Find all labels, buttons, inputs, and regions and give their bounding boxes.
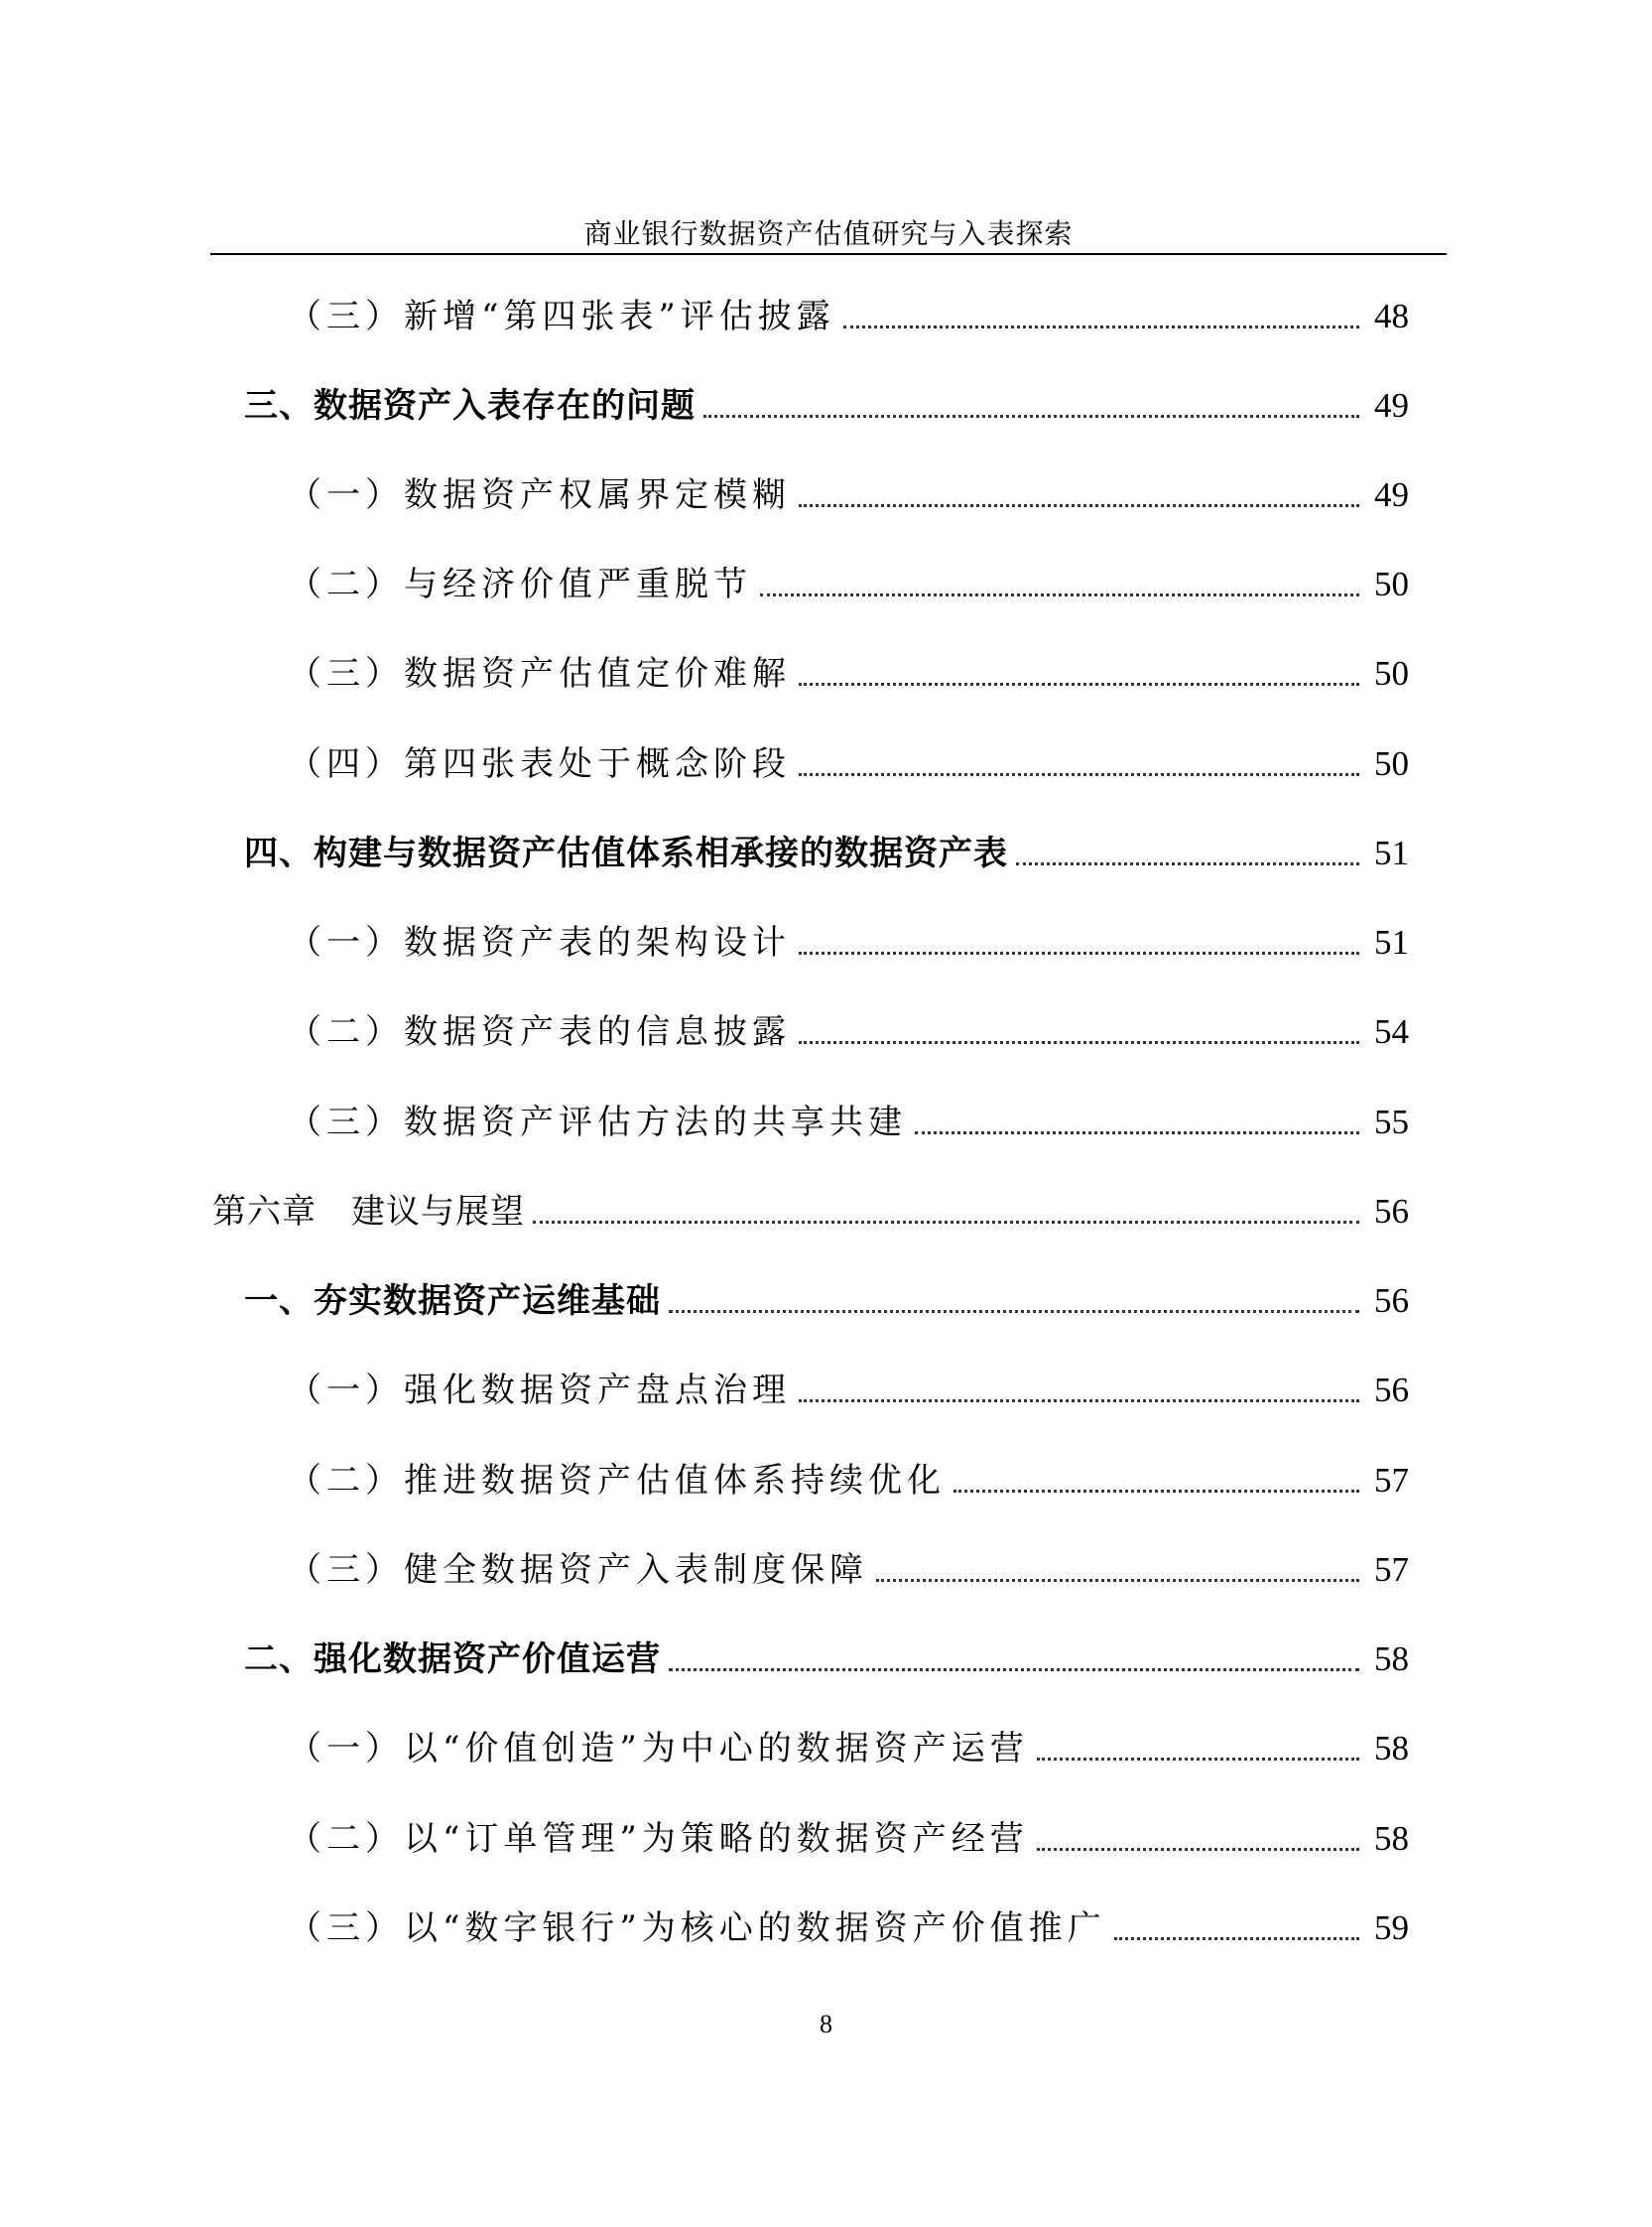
dot-leader (799, 773, 1359, 776)
toc-entry-title: （一）强化数据资产盘点治理 (288, 1371, 791, 1410)
toc-entry-page: 57 (1374, 1550, 1409, 1589)
toc-entry-page: 50 (1374, 565, 1409, 603)
toc-entry-title: （二）数据资产表的信息披露 (288, 1012, 791, 1052)
toc-entry-title: （二）与经济价值严重脱节 (288, 565, 752, 604)
dot-leader (1016, 862, 1359, 865)
toc-entry-title: （三）数据资产评估方法的共享共建 (288, 1103, 907, 1142)
toc-entry-title: （四）第四张表处于概念阶段 (288, 744, 791, 784)
dot-leader (799, 1399, 1359, 1402)
toc-entry[interactable] (288, 737, 1409, 791)
dot-leader (876, 1579, 1359, 1582)
toc-entry-page: 54 (1374, 1012, 1409, 1051)
dot-leader (760, 593, 1359, 596)
toc-entry[interactable] (288, 1364, 1409, 1417)
dot-leader (669, 1310, 1359, 1313)
toc-entry[interactable] (244, 827, 1409, 880)
toc-entry-page: 50 (1374, 744, 1409, 783)
dot-leader (799, 504, 1359, 507)
toc-entry-page: 58 (1374, 1729, 1409, 1768)
toc-entry[interactable] (288, 916, 1409, 970)
dot-leader (1037, 1848, 1359, 1851)
dot-leader (1114, 1937, 1359, 1940)
toc-entry-page: 49 (1374, 475, 1409, 514)
toc-entry[interactable] (288, 1543, 1409, 1597)
dot-leader (1037, 1758, 1359, 1761)
toc-entry[interactable] (288, 1096, 1409, 1149)
header-divider (210, 253, 1447, 255)
toc-entry[interactable] (288, 468, 1409, 522)
dot-leader (533, 1221, 1359, 1224)
dot-leader (799, 952, 1359, 955)
toc-entry[interactable] (288, 1901, 1409, 1955)
toc-entry-title: 第六章 建议与展望 (212, 1192, 525, 1232)
toc-entry-title: （三）以“数字银行”为核心的数据资产价值推广 (288, 1908, 1106, 1948)
toc-entry-title: （二）推进数据资产估值体系持续优化 (288, 1461, 946, 1501)
toc-entry-page: 58 (1374, 1639, 1409, 1678)
toc-entry-title: （二）以“订单管理”为策略的数据资产经营 (288, 1819, 1029, 1859)
toc-entry[interactable] (244, 379, 1409, 433)
toc-entry[interactable] (288, 1722, 1409, 1775)
toc-entry-page: 56 (1374, 1192, 1409, 1231)
toc-entry-title: （一）以“价值创造”为中心的数据资产运营 (288, 1729, 1029, 1768)
toc-entry-title: （一）数据资产表的架构设计 (288, 923, 791, 963)
toc-entry-page: 50 (1374, 654, 1409, 693)
toc-entry[interactable] (288, 290, 1409, 343)
toc-entry-page: 48 (1374, 297, 1409, 335)
dot-leader (915, 1131, 1359, 1134)
dot-leader (843, 326, 1359, 328)
toc-entry-page: 59 (1374, 1908, 1409, 1947)
toc-entry[interactable] (212, 1185, 1409, 1239)
toc-entry[interactable] (288, 558, 1409, 611)
toc-entry[interactable] (288, 1005, 1409, 1059)
toc-entry-page: 56 (1374, 1281, 1409, 1320)
page-number: 8 (820, 2010, 832, 2038)
toc-entry-page: 58 (1374, 1819, 1409, 1858)
toc-entry[interactable] (288, 647, 1409, 701)
dot-leader (953, 1490, 1359, 1493)
toc-entry-title: （三）健全数据资产入表制度保障 (288, 1550, 868, 1590)
dot-leader (799, 1041, 1359, 1044)
toc-entry-title: 四、构建与数据资产估值体系相承接的数据资产表 (244, 834, 1008, 873)
toc-entry-page: 51 (1374, 923, 1409, 962)
dot-leader (669, 1668, 1359, 1671)
toc-entry-page: 49 (1374, 386, 1409, 425)
toc-entry[interactable] (288, 1812, 1409, 1866)
dot-leader (703, 415, 1359, 418)
toc-entry[interactable] (244, 1274, 1409, 1328)
toc-entry-title: 二、强化数据资产价值运营 (244, 1639, 661, 1679)
running-header: 商业银行数据资产估值研究与入表探索 (583, 217, 1074, 250)
dot-leader (799, 683, 1359, 686)
toc-entry[interactable] (244, 1633, 1409, 1686)
toc-entry-title: 三、数据资产入表存在的问题 (244, 386, 696, 426)
toc-entry-title: （三）新增“第四张表”评估披露 (288, 297, 835, 336)
toc-entry[interactable] (288, 1454, 1409, 1507)
toc-entry-title: （一）数据资产权属界定模糊 (288, 475, 791, 515)
toc-entry-page: 55 (1374, 1103, 1409, 1141)
toc-entry-page: 56 (1374, 1371, 1409, 1409)
toc-entry-title: 一、夯实数据资产运维基础 (244, 1281, 661, 1321)
toc-entry-page: 57 (1374, 1461, 1409, 1500)
toc-entry-page: 51 (1374, 834, 1409, 872)
toc-entry-title: （三）数据资产估值定价难解 (288, 654, 791, 694)
